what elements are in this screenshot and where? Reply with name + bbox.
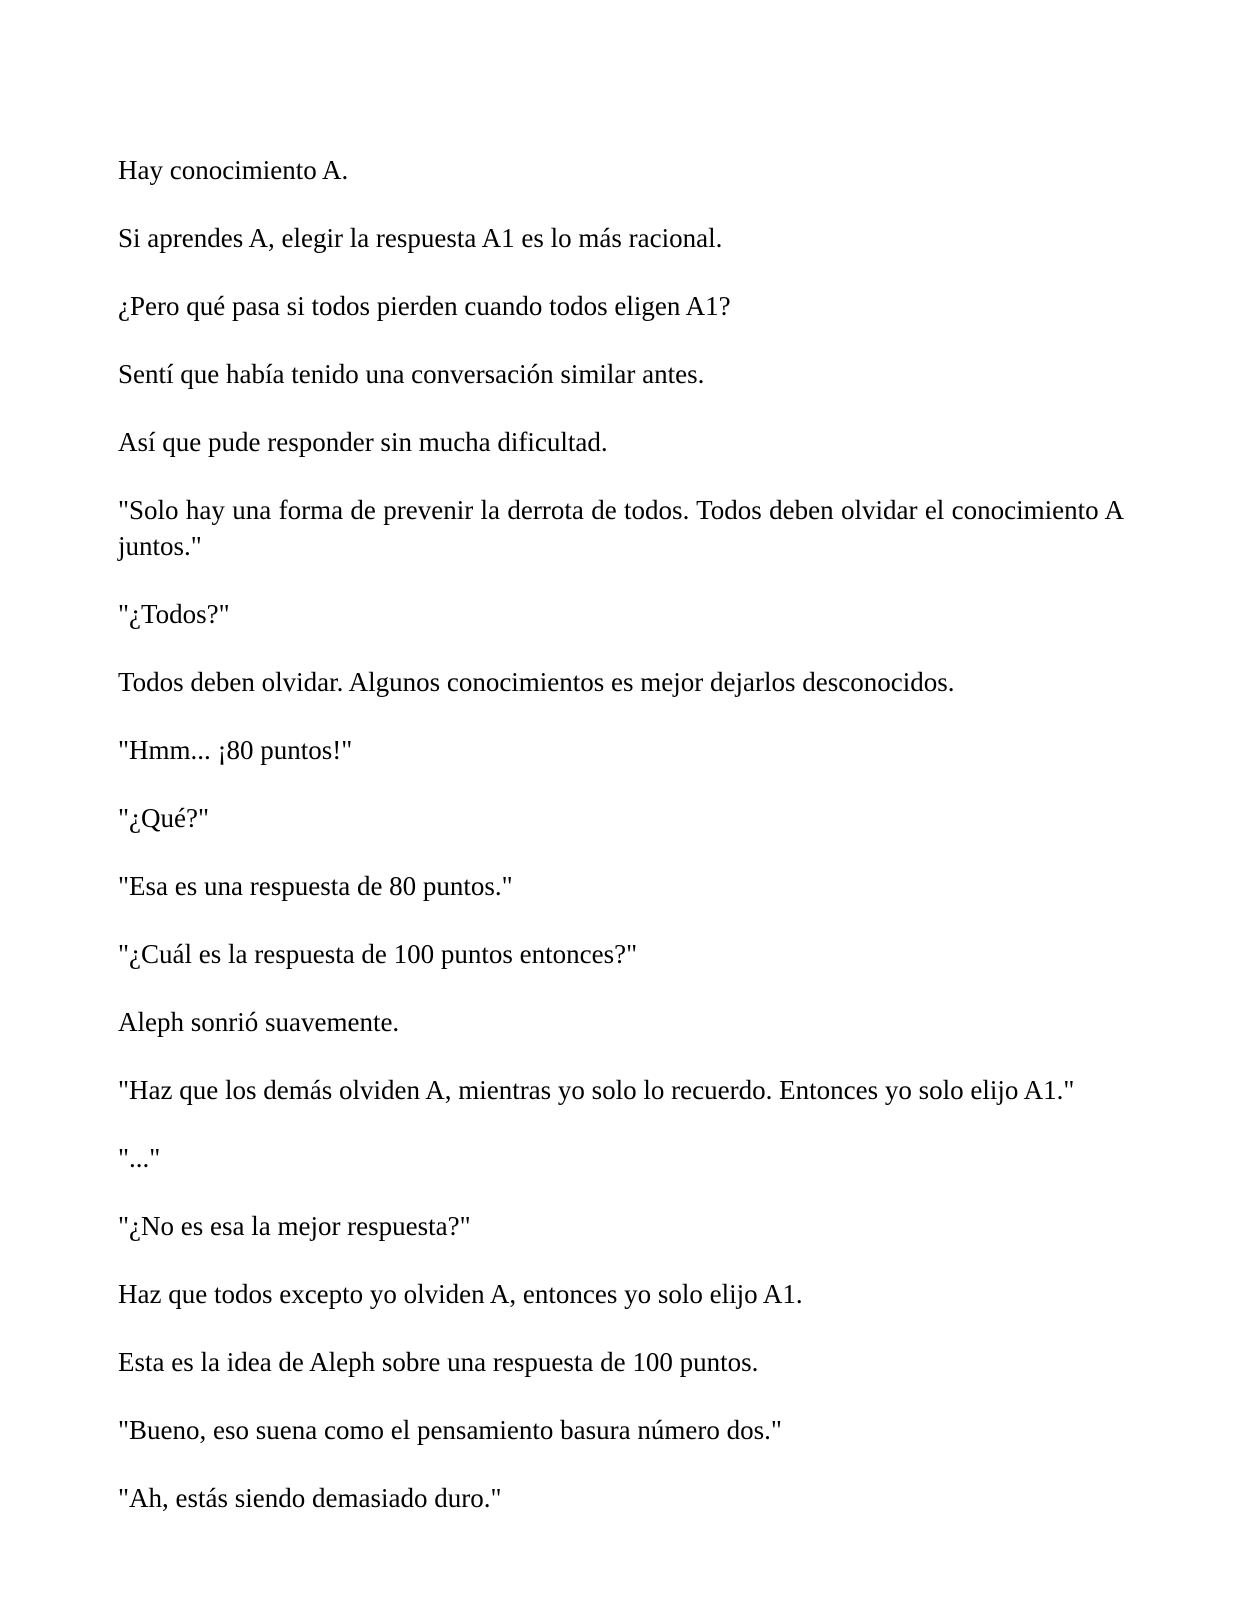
- document-body: [118, 152, 1124, 1548]
- paragraph: "...": [118, 1143, 161, 1173]
- paragraph: "Haz que los demás olviden A, mientras yo solo lo recuerdo. Entonces yo solo elijo A1.": [118, 1075, 1075, 1105]
- paragraph: Así que pude responder sin mucha dificultad.: [118, 427, 608, 457]
- paragraph: "¿Todos?": [118, 599, 230, 629]
- paragraph: "Solo hay una forma de prevenir la derrota de todos. Todos deben olvidar el conocimiento A juntos.": [118, 495, 1124, 561]
- paragraph: "Ah, estás siendo demasiado duro.": [118, 1483, 502, 1513]
- paragraph: Aleph sonrió suavemente.: [118, 1007, 400, 1037]
- paragraph: Todos deben olvidar. Algunos conocimientos es mejor dejarlos desconocidos.: [118, 667, 955, 697]
- paragraph: ¿Pero qué pasa si todos pierden cuando todos eligen A1?: [118, 291, 731, 321]
- paragraph: "¿Cuál es la respuesta de 100 puntos entonces?": [118, 939, 638, 969]
- paragraph: "¿Qué?": [118, 803, 209, 833]
- paragraph: "Esa es una respuesta de 80 puntos.": [118, 871, 513, 901]
- paragraph: Sentí que había tenido una conversación similar antes.: [118, 359, 705, 389]
- paragraph: Hay conocimiento A.: [118, 155, 349, 185]
- paragraph: Si aprendes A, elegir la respuesta A1 es lo más racional.: [118, 223, 723, 253]
- paragraph: "Hmm... ¡80 puntos!": [118, 735, 353, 765]
- paragraph: Esta es la idea de Aleph sobre una respuesta de 100 puntos.: [118, 1347, 759, 1377]
- paragraph: "Bueno, eso suena como el pensamiento basura número dos.": [118, 1415, 782, 1445]
- paragraph: Haz que todos excepto yo olviden A, entonces yo solo elijo A1.: [118, 1279, 803, 1309]
- paragraph: "¿No es esa la mejor respuesta?": [118, 1211, 471, 1241]
